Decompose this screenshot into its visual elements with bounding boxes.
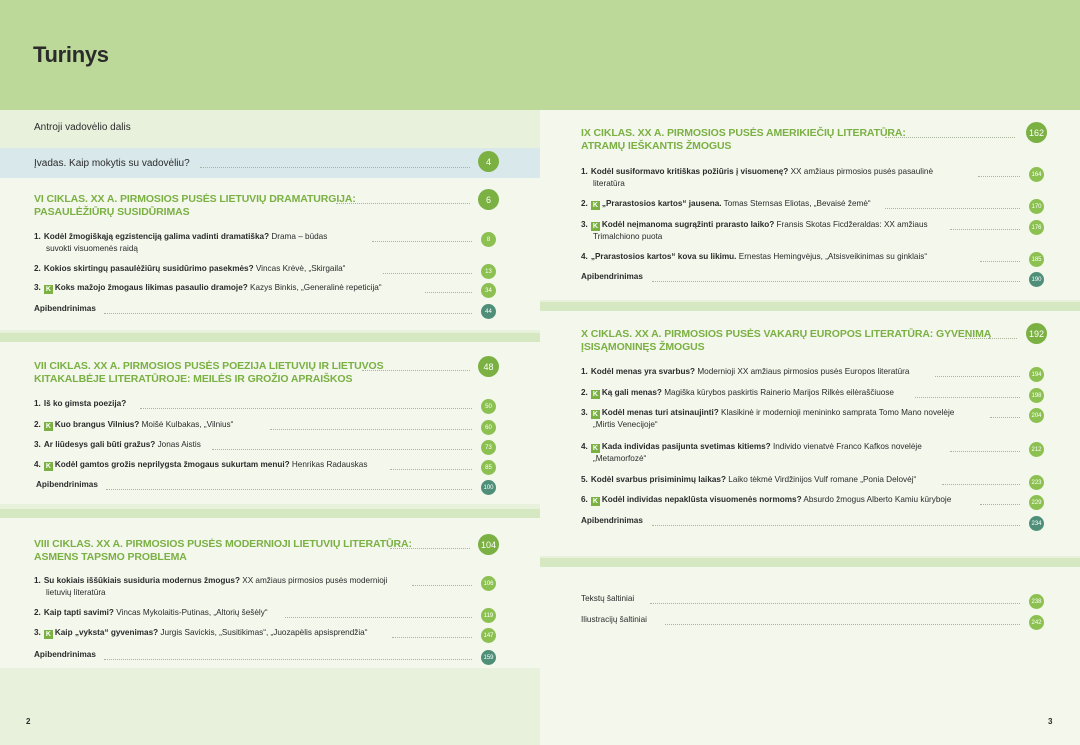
summary-link[interactable]: Apibendrinimas <box>581 272 643 281</box>
page-dot: 194 <box>1029 367 1044 382</box>
leader-dots <box>652 525 1020 526</box>
cycle-viii-title-line2: ASMENS TAPSMO PROBLEMA <box>34 551 187 563</box>
page-bubble: 162 <box>1026 122 1047 143</box>
summary-link[interactable]: Apibendrinimas <box>34 304 96 313</box>
cycle-vii-title-line1[interactable]: VII CIKLAS. XX A. PIRMOSIOS PUSĖS POEZIJA LIETUVIŲ IR LIETUVOS <box>34 360 384 372</box>
leader-dots <box>950 229 1020 230</box>
cycle-x-title-line1[interactable]: X CIKLAS. XX A. PIRMOSIOS PUSĖS VAKARŲ EUROPOS LITERATŪRA: GYVENIMĄ <box>581 328 992 340</box>
list-item[interactable]: 4. „Prarastosios kartos“ kova su likimu. Ernestas Hemingvėjus, „Atsisveikinimas su ginklais“ <box>581 252 928 261</box>
cycle-x-title-line2: ĮSISĄMONINĘS ŽMOGUS <box>581 341 705 353</box>
leader-dots <box>942 484 1020 485</box>
cycle-vii-panel <box>0 342 540 504</box>
leader-dots <box>362 370 470 371</box>
right-page <box>540 110 1080 745</box>
list-item[interactable]: 2. K Ką gali menas? Magiška kūrybos paskirtis Rainerio Marijos Rilkės eilėraščiuose <box>581 388 894 398</box>
list-item[interactable]: 3. K Koks mažojo žmogaus likimas pasaulio dramoje? Kazys Binkis, „Generalinė repeticija“ <box>34 283 382 293</box>
leader-dots <box>978 176 1020 177</box>
page-dot: 223 <box>1029 475 1044 490</box>
page-bubble: 192 <box>1026 323 1047 344</box>
page-dot: 85 <box>481 460 496 475</box>
cycle-x-panel <box>540 311 1080 556</box>
page-dot: 198 <box>1029 388 1044 403</box>
k-icon: K <box>592 202 598 209</box>
cycle-viii-panel <box>0 518 540 668</box>
leader-dots <box>950 451 1020 452</box>
summary-link[interactable]: Apibendrinimas <box>36 480 98 489</box>
k-icon: K <box>45 286 51 293</box>
leader-dots <box>965 338 1017 339</box>
leader-dots <box>885 208 1020 209</box>
leader-dots <box>106 489 472 490</box>
k-icon: K <box>592 445 598 452</box>
page-bubble: 6 <box>478 189 499 210</box>
leader-dots <box>980 504 1020 505</box>
leader-dots <box>425 292 472 293</box>
page-dot: 185 <box>1029 252 1044 267</box>
list-item[interactable]: 3. K Kodėl neįmanoma sugrąžinti prarasto laiko? Fransis Skotas Ficdžeraldas: XX amžiaus Trimalchiono puota <box>581 220 928 241</box>
page-dot: 159 <box>481 650 496 665</box>
list-item[interactable]: 2. K „Prarastosios kartos“ jausena. Tomas Sternsas Eliotas, „Bevaisė žemė“ <box>581 199 871 209</box>
page-dot: 176 <box>1029 220 1044 235</box>
cycle-ix-title-line1[interactable]: IX CIKLAS. XX A. PIRMOSIOS PUSĖS AMERIKIEČIŲ LITERATŪRA: <box>581 127 906 139</box>
page-dot: 242 <box>1029 615 1044 630</box>
page-dot: 212 <box>1029 442 1044 457</box>
list-item[interactable]: 1. Kodėl menas yra svarbus? Modernioji XX amžiaus pirmosios pusės Europos literatūra <box>581 367 910 376</box>
page-number-right: 3 <box>1048 717 1053 726</box>
page-title: Turinys <box>33 42 109 67</box>
cycle-viii-title-line1[interactable]: VIII CIKLAS. XX A. PIRMOSIOS PUSĖS MODERNIOJI LIETUVIŲ LITERATŪRA: <box>34 538 412 550</box>
page-bubble: 4 <box>478 151 499 172</box>
page-dot: 170 <box>1029 199 1044 214</box>
page-dot: 106 <box>481 576 496 591</box>
k-icon: K <box>45 631 51 638</box>
header-band <box>0 0 1080 110</box>
cycle-ix-panel <box>540 110 1080 300</box>
left-page <box>0 110 540 745</box>
leader-dots <box>140 408 472 409</box>
leader-dots <box>200 167 470 168</box>
page-dot: 44 <box>481 304 496 319</box>
leader-dots <box>412 585 472 586</box>
page-dot: 119 <box>481 608 496 623</box>
k-icon: K <box>45 463 51 470</box>
page-dot: 60 <box>481 420 496 435</box>
cycle-vi-panel <box>0 178 540 330</box>
page-bubble: 104 <box>478 534 499 555</box>
k-icon: K <box>592 411 598 418</box>
divider <box>0 333 540 342</box>
k-icon: K <box>592 498 598 505</box>
page-dot: 13 <box>481 264 496 279</box>
divider <box>540 558 1080 567</box>
list-item[interactable]: 4. K Kada individas pasijunta svetimas kitiems? Individo vienatvė Franco Kafkos novelėje „Metamorfozė“ <box>581 442 922 463</box>
page-dot: 8 <box>481 232 496 247</box>
sources-illustrations-link[interactable]: Iliustracijų šaltiniai <box>581 615 647 624</box>
page-dot: 147 <box>481 628 496 643</box>
leader-dots <box>885 137 1015 138</box>
leader-dots <box>935 376 1020 377</box>
k-icon: K <box>592 391 598 398</box>
leader-dots <box>665 624 1020 625</box>
page-bubble: 48 <box>478 356 499 377</box>
cycle-vii-title-line2: KITAKALBĖJE LITERATŪROJE: MEILĖS IR GROŽIO APRAIŠKOS <box>34 373 353 385</box>
page-dot: 100 <box>481 480 496 495</box>
divider <box>540 302 1080 311</box>
leader-dots <box>390 469 472 470</box>
leader-dots <box>270 429 472 430</box>
cycle-ix-title-line2: ATRAMŲ IEŠKANTIS ŽMOGUS <box>581 140 732 152</box>
list-item[interactable]: 3. K Kodėl menas turi atsinaujinti? Klasikinė ir modernioji menininko samprata Tomo Mano novelėje „Mirtis Venecijoje“ <box>581 408 955 429</box>
divider <box>0 509 540 518</box>
list-item[interactable]: 2. Kaip tapti savimi? Vincas Mykolaitis-Putinas, „Altorių šešėly“ <box>34 608 268 617</box>
list-item[interactable]: 6. K Kodėl individas nepaklūsta visuomenės normoms? Absurdo žmogus Alberto Kamiu kūryboje <box>581 495 952 505</box>
intro-title: Įvadas. Kaip mokytis su vadovėliu? <box>34 158 190 169</box>
list-item[interactable]: 4. K Kodėl gamtos grožis neprilygsta žmogaus sukurtam menui? Henrikas Radauskas <box>34 460 368 470</box>
page-dot: 229 <box>1029 495 1044 510</box>
page-dot: 50 <box>481 399 496 414</box>
k-icon: K <box>592 223 598 230</box>
list-item[interactable]: 2. Kokios skirtingų pasaulėžiūrų susidūrimo pasekmės? Vincas Krėvė, „Skirgaila“ <box>34 264 346 273</box>
cycle-vi-title-line2: PASAULĖŽIŪRŲ SUSIDŪRIMAS <box>34 206 190 218</box>
page-dot: 204 <box>1029 408 1044 423</box>
leader-dots <box>652 281 1020 282</box>
list-item[interactable]: 3. Ar liūdesys gali būti gražus? Jonas Aistis <box>34 440 201 449</box>
cycle-vi-title-line1[interactable]: VI CIKLAS. XX A. PIRMOSIOS PUSĖS LIETUVIŲ DRAMATURGIJA: <box>34 193 356 205</box>
sources-panel <box>540 567 1080 745</box>
intro-row[interactable] <box>0 148 540 178</box>
list-item[interactable]: 1. Kodėl žmogiškąją egzistenciją galima vadinti dramatiška? Drama – būdas suvokti visuomenės raidą <box>34 232 328 253</box>
page-dot: 164 <box>1029 167 1044 182</box>
page-dot: 190 <box>1029 272 1044 287</box>
leader-dots <box>650 603 1020 604</box>
summary-link[interactable]: Apibendrinimas <box>34 650 96 659</box>
list-item[interactable]: 1. Su kokiais iššūkiais susiduria modernus žmogus? XX amžiaus pirmosios pusės modernioji lietuvių literatūra <box>34 576 388 597</box>
leader-dots <box>285 617 472 618</box>
leader-dots <box>990 417 1020 418</box>
page-dot: 234 <box>1029 516 1044 531</box>
leader-dots <box>383 273 472 274</box>
leader-dots <box>336 203 470 204</box>
leader-dots <box>392 637 472 638</box>
leader-dots <box>104 313 472 314</box>
part-label: Antroji vadovėlio dalis <box>34 122 131 133</box>
list-item[interactable]: 1. Iš ko gimsta poezija? <box>34 399 127 408</box>
k-icon: K <box>45 423 51 430</box>
leader-dots <box>372 241 472 242</box>
page-dot: 34 <box>481 283 496 298</box>
leader-dots <box>915 397 1020 398</box>
summary-link[interactable]: Apibendrinimas <box>581 516 643 525</box>
list-item[interactable]: 2. K Kuo brangus Vilnius? Moišė Kulbakas, „Vilnius“ <box>34 420 234 430</box>
page-dot: 238 <box>1029 594 1044 609</box>
list-item[interactable]: 3. K Kaip „vyksta“ gyvenimas? Jurgis Savickis, „Susitikimas“, „Juozapėlis apsisprendžia“ <box>34 628 368 638</box>
page-number-left: 2 <box>26 717 31 726</box>
list-item[interactable]: 1. Kodėl susiformavo kritiškas požiūris į visuomenę? XX amžiaus pirmosios pusės pasaulinė literatūra <box>581 167 934 188</box>
list-item[interactable]: 5. Kodėl svarbus prisiminimų laikas? Laiko tėkmė Virdžinijos Vulf romane „Ponia Delovėj“ <box>581 475 917 484</box>
leader-dots <box>104 659 472 660</box>
page-dot: 73 <box>481 440 496 455</box>
leader-dots <box>980 261 1020 262</box>
leader-dots <box>212 449 472 450</box>
leader-dots <box>390 548 470 549</box>
sources-texts-link[interactable]: Tekstų šaltiniai <box>581 594 635 603</box>
